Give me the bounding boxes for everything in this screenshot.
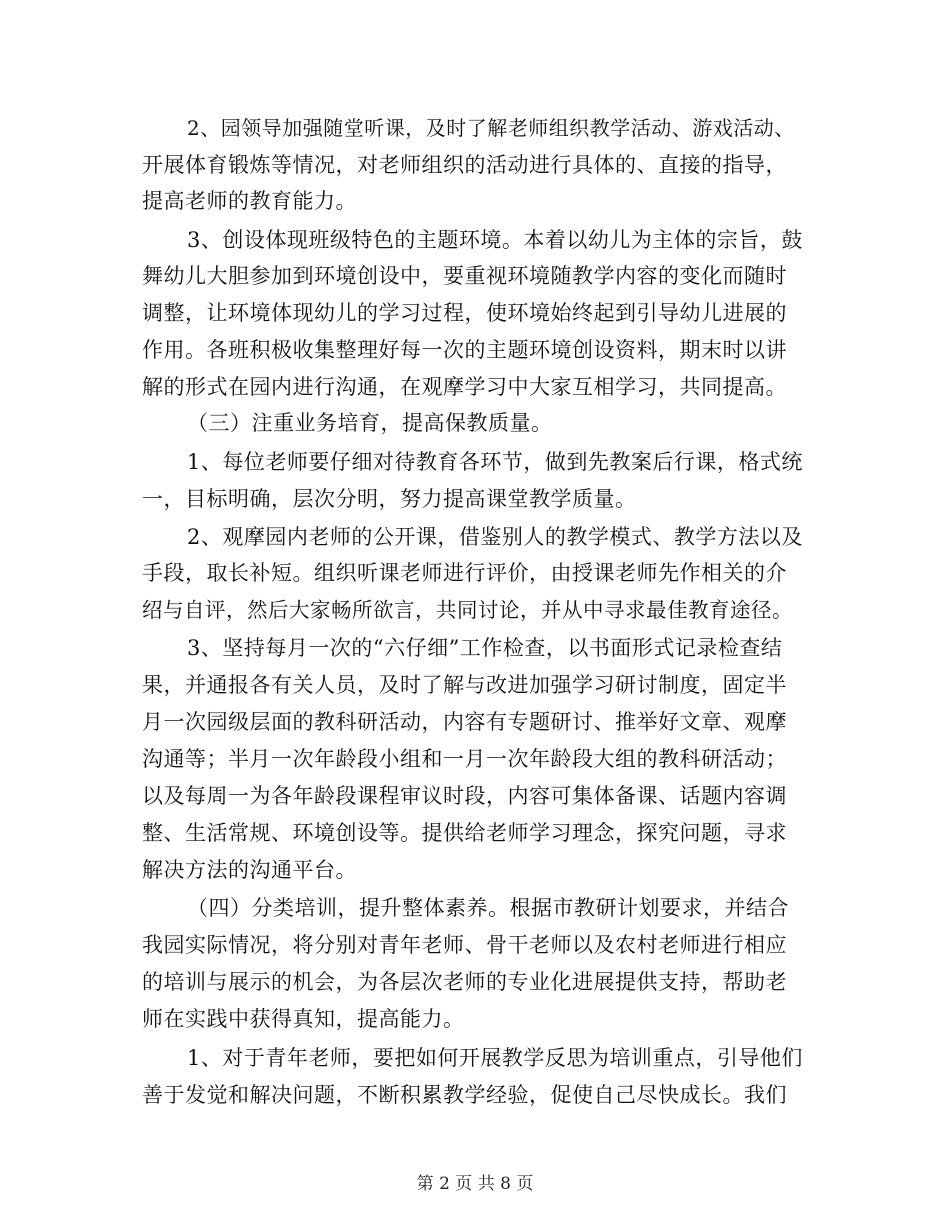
text-line: 2、园领导加强随堂听课，及时了解老师组织教学活动、游戏活动、: [187, 116, 795, 140]
section-heading: （三）注重业务培育，提高保教质量。: [187, 411, 553, 435]
text-line: 3、创设体现班级特色的主题环境。本着以幼儿为主体的宗旨，鼓: [187, 228, 803, 252]
text-line: 绍与自评，然后大家畅所欲言，共同讨论，并从中寻求最佳教育途径。: [142, 598, 793, 622]
text-line: 以及每周一为各年龄段课程审议时段，内容可集体备课、话题内容调: [142, 784, 787, 808]
text-line: 作用。各班积极收集整理好每一次的主题环境创设资料，期末时以讲: [142, 338, 787, 362]
text-line: 解的形式在园内进行沟通，在观摩学习中大家互相学习，共同提高。: [142, 375, 787, 399]
text-line: 善于发觉和解决问题，不断积累教学经验，促使自己尽快成长。我们: [142, 1083, 787, 1107]
text-line: 开展体育锻炼等情况，对老师组织的活动进行具体的、直接的指导，: [142, 153, 787, 177]
page-number-footer: 第 2 页 共 8 页: [416, 1174, 534, 1194]
text-line: 的培训与展示的机会，为各层次老师的专业化进展提供支持，帮助老: [142, 970, 787, 994]
text-line: 沟通等；半月一次年龄段小组和一月一次年龄段大组的教科研活动；: [142, 747, 787, 771]
text-line: 舞幼儿大胆参加到环境创设中，要重视环境随教学内容的变化而随时: [142, 264, 787, 288]
text-line: 我园实际情况，将分别对青年老师、骨干老师以及农村老师进行相应: [142, 933, 787, 957]
text-line: 一，目标明确，层次分明，努力提高课堂教学质量。: [142, 487, 637, 511]
text-line: 果，并通报各有关人员，及时了解与改进加强学习研讨制度，固定半: [142, 673, 787, 697]
text-line: 月一次园级层面的教科研活动，内容有专题研讨、推举好文章、观摩: [142, 710, 787, 734]
text-line: 手段，取长补短。组织听课老师进行评价，由授课老师先作相关的介: [142, 561, 787, 585]
text-line: 提高老师的教育能力。: [142, 189, 357, 213]
text-line: 整、生活常规、环境创设等。提供给老师学习理念，探究问题，寻求: [142, 821, 787, 845]
section-heading: （四）分类培训，提升整体素养。根据市教研计划要求，并结合: [187, 896, 789, 920]
text-line: 1、对于青年老师，要把如何开展教学反思为培训重点，引导他们: [187, 1046, 803, 1070]
text-line: 解决方法的沟通平台。: [142, 858, 357, 882]
text-line: 调整，让环境体现幼儿的学习过程，使环境始终起到引导幼儿进展的: [142, 301, 787, 325]
text-line: 3、坚持每月一次的“六仔细”工作检查，以书面形式记录检查结: [187, 636, 783, 660]
text-line: 1、每位老师要仔细对待教育各环节，做到先教案后行课，格式统: [187, 450, 803, 474]
text-line: 师在实践中获得真知，提高能力。: [142, 1007, 465, 1031]
text-line: 2、观摩园内老师的公开课，借鉴别人的教学模式、教学方法以及: [187, 525, 803, 549]
